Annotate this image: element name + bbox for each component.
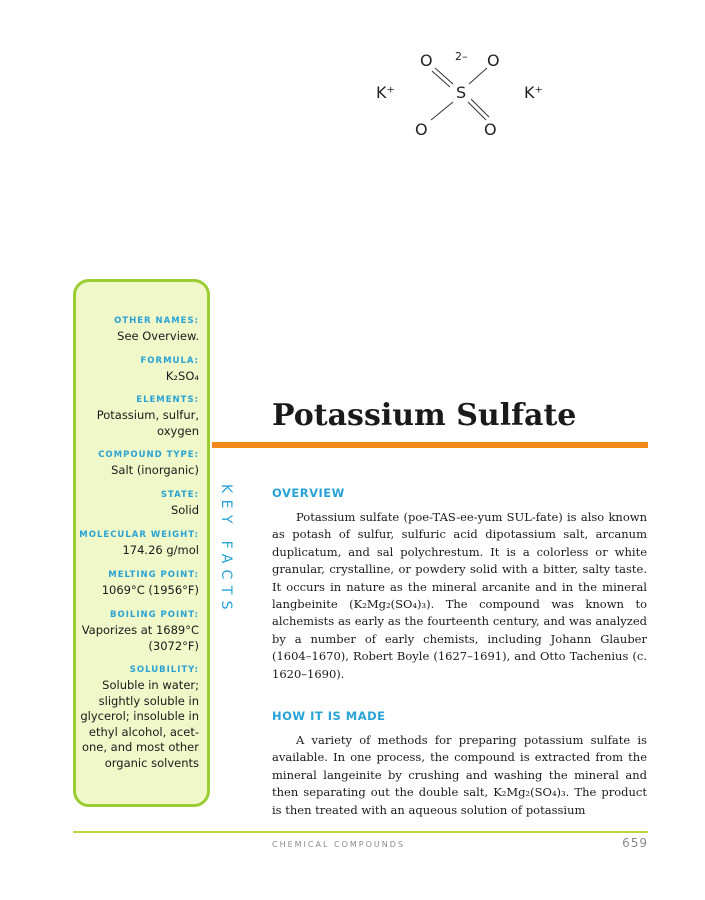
fact-value [80, 678, 199, 771]
overview-paragraph: Potassium sulfate (poe-TAS-ee-yum SUL-fate) is also known as potash of sulfur, sulfuric acid dipotassium salt, arcanum duplicatum, and sal polychrestum. It is a colorless or white granular, crystalline, or powdery solid with a bitter, salty taste. It occurs in nature as the mineral arcanite and in the mineral langbeinite (K₂Mg₂(SO₄)₃). The compound was known to alchemists as early as the fourteenth century, and was analyzed by a number of early chemists, including Johann Glauber (1604–1670), Robert Boyle (1627–1691), and Otto Tachenius (c. 1620–1690). [272, 510, 647, 681]
fact-value: See Overview. [117, 329, 199, 343]
sulfur-atom: S [456, 83, 467, 102]
potassium-ion-right: K⁺ [524, 83, 543, 102]
footer-rule [73, 831, 648, 833]
fact-elements [97, 395, 199, 439]
fact-label: SOLUBILITY: [129, 665, 199, 675]
fact-value: 174.26 g/mol [122, 543, 199, 557]
fact-label: STATE: [160, 490, 199, 500]
key-facts-vertical-label: KEY FACTS [218, 484, 234, 616]
overview-heading: OVERVIEW [272, 486, 345, 500]
fact-other-names [114, 316, 199, 345]
single-bond-line [431, 102, 453, 120]
fact-value-line: organic solvents [104, 755, 199, 770]
fact-value-line: (3072°F) [148, 638, 199, 653]
fact-value-line: Vaporizes at 1689°C [81, 623, 199, 637]
fact-solubility [80, 665, 199, 771]
fact-label: FORMULA: [140, 356, 199, 366]
fact-value [82, 623, 199, 654]
fact-label: BOILING POINT: [110, 610, 199, 620]
fact-label: OTHER NAMES: [114, 316, 199, 326]
title-underline [212, 442, 648, 448]
fact-value-line: oxygen [157, 423, 199, 438]
fact-formula [141, 356, 200, 385]
fact-value-line: ethyl alcohol, acet- [88, 724, 199, 739]
fact-value: 1069°C (1956°F) [101, 583, 199, 597]
fact-label: ELEMENTS: [136, 395, 199, 405]
fact-melting-point [102, 570, 199, 599]
page-title: Potassium Sulfate [272, 398, 577, 433]
fact-value-line: one, and most other [81, 740, 199, 754]
potassium-ion-left: K⁺ [376, 83, 395, 102]
how-it-is-made-heading: HOW IT IS MADE [272, 709, 386, 723]
key-facts-box [73, 279, 210, 807]
fact-value-line: Soluble in water; [102, 678, 199, 692]
fact-value: Solid [170, 503, 199, 517]
fact-state [161, 490, 199, 519]
fact-compound-type [98, 450, 199, 479]
oxygen-atom-top-left: O [420, 51, 433, 70]
oxygen-atom-bottom-right: O [484, 120, 497, 139]
oxygen-atom-top-right: O [487, 51, 500, 70]
fact-value-line: glycerol; insoluble in [80, 709, 199, 723]
fact-label: MOLECULAR WEIGHT: [79, 530, 199, 540]
footer-section-title: CHEMICAL COMPOUNDS [272, 840, 405, 849]
sulfate-structure-diagram [360, 40, 560, 150]
sulfate-charge: 2– [455, 50, 468, 63]
oxygen-atom-bottom-left: O [415, 120, 428, 139]
fact-value: Salt (inorganic) [111, 463, 199, 477]
fact-molecular-weight [79, 530, 199, 559]
how-it-is-made-paragraph: A variety of methods for preparing potassium sulfate is available. In one process, the compound is extracted from the mineral langeinite by crushing and washing the mineral and then separating out the double salt, K₂Mg₂(SO₄)₃. The product is then treated with an aqueous solution of potassium [272, 733, 647, 817]
fact-label: COMPOUND TYPE: [98, 450, 199, 460]
fact-value-line: slightly soluble in [98, 693, 199, 708]
chemical-structure [360, 40, 560, 150]
fact-label: MELTING POINT: [108, 570, 199, 580]
fact-value: K₂SO₄ [165, 369, 199, 383]
single-bond-line [469, 68, 487, 84]
page-number: 659 [622, 836, 648, 850]
fact-value-line: Potassium, sulfur, [96, 408, 199, 422]
fact-boiling-point [82, 610, 199, 654]
fact-value [97, 408, 199, 439]
